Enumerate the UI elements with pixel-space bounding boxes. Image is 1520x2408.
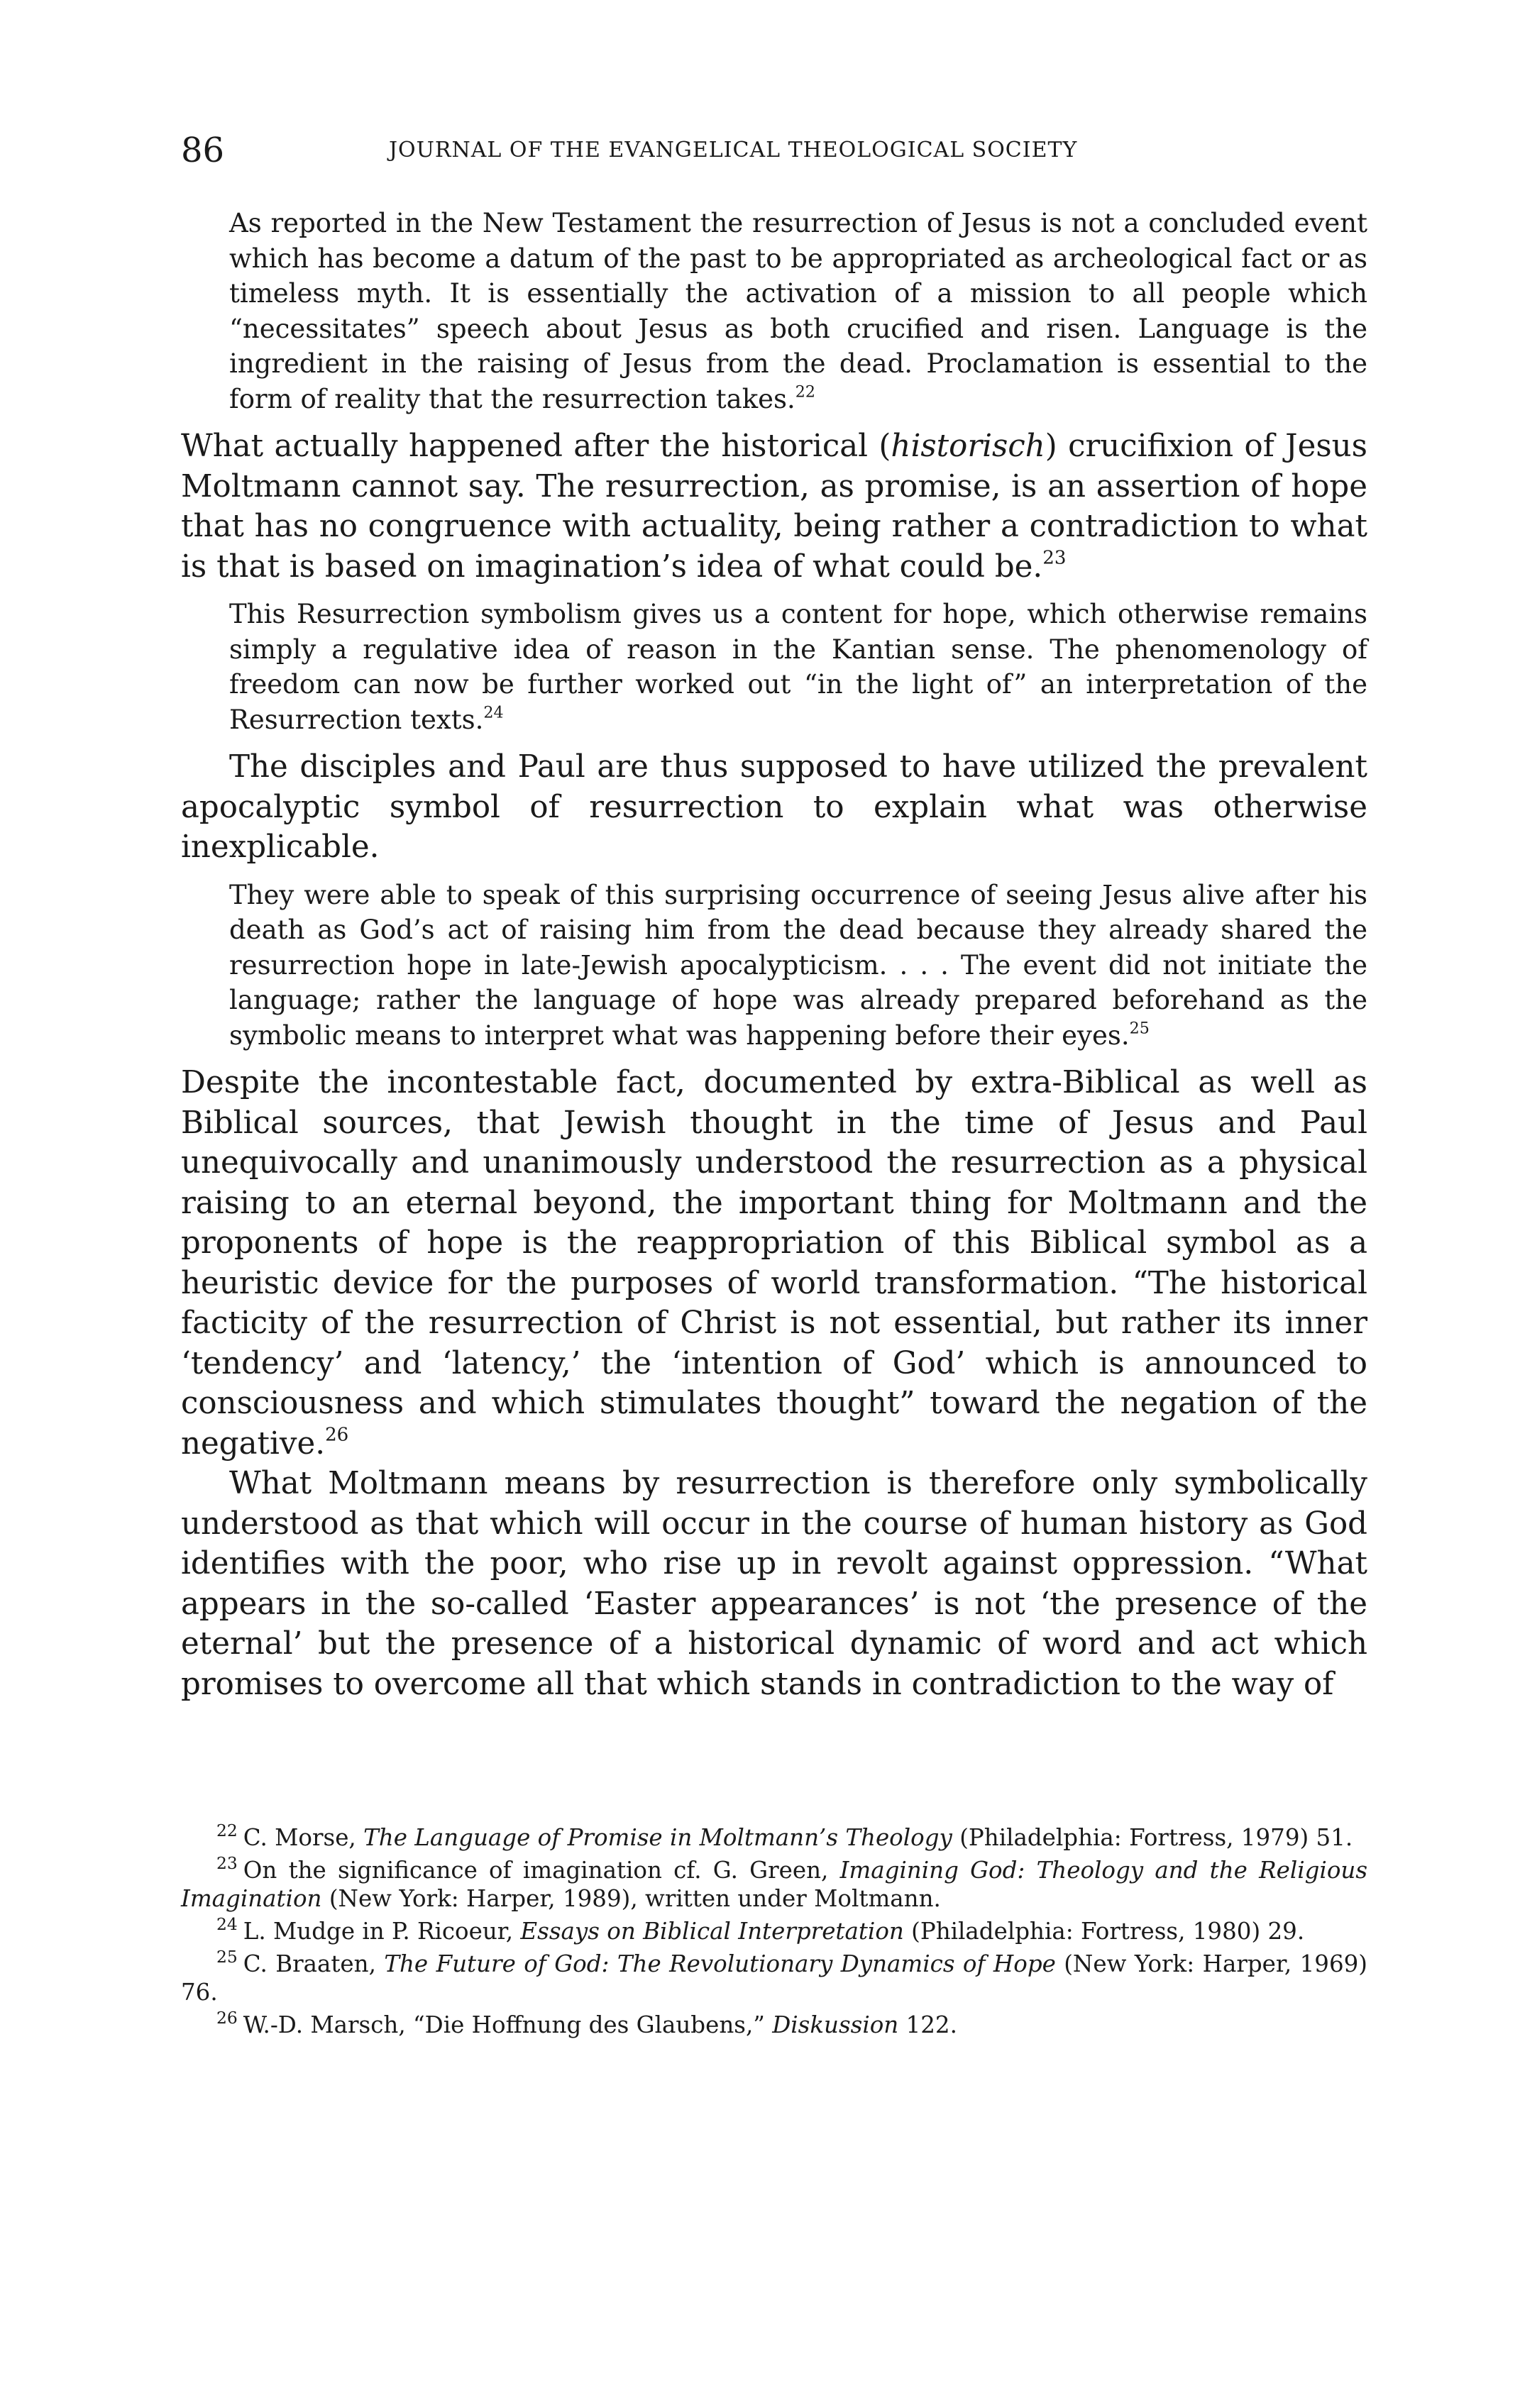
italic-term: historisch xyxy=(891,429,1045,464)
footnote-ref: 22 xyxy=(795,382,816,401)
page-number: 86 xyxy=(181,131,225,170)
paragraph-text: What Moltmann means by resurrection is therefore only symbolically understood as that which will occur in the course of human history as God identifies with the poor, who rise up in revolt against oppression. “What appears in the so-called ‘Easter appearances’ is not ‘the presence of the eternal’ but the presence of a historical dynamic of word and act which promises to overcome all that which stands in contradiction to the way of xyxy=(181,1466,1367,1702)
running-head: JOURNAL OF THE EVANGELICAL THEOLOGICAL SOCIETY xyxy=(389,138,1078,162)
footnote-number: 25 xyxy=(216,1947,238,1967)
footnote xyxy=(181,1947,1367,2006)
footnote-ref: 25 xyxy=(1129,1018,1150,1037)
body-paragraph xyxy=(181,1464,1367,1704)
article-body xyxy=(181,206,1367,1704)
body-paragraph xyxy=(181,1063,1367,1464)
paragraph-text: Despite the incontestable fact, documented by extra-Biblical as well as Biblical sources, that Jewish thought in the time of Jesus and Paul unequivocally and unanimously understood the resurrection as a physical raising to an eternal beyond, the important thing for Moltmann and the proponents of hope is the reappropriation of this Biblical symbol as a heuristic device for the purposes of world transformation. “The historical facticity of the resurrection of Christ is not essential, but rather its inner ‘tendency’ and ‘latency,’ the ‘intention of God’ which is announced to consciousness and which stimulates thought” toward the negation of the negative. xyxy=(181,1065,1367,1462)
quote-text: This Resurrection symbolism gives us a content for hope, which otherwise remains simply a regulative idea of reason in the Kantian sense. The phenomenology of freedom can now be further worked out “in the light of” an interpretation of the Resurrection texts. xyxy=(229,599,1367,735)
footnote xyxy=(181,1853,1367,1913)
footnote-text: W.-D. Marsch, “Die Hoffnung des Glaubens,” xyxy=(243,2011,773,2038)
block-quote xyxy=(229,206,1367,416)
quote-text: They were able to speak of this surprising occurrence of seeing Jesus alive after his death as God’s act of raising him from the dead because they already shared the resurrection hope in late-Jewish apocalypticism. . . . The event did not initiate the language; rather the language of hope was already prepared beforehand as the symbolic means to interpret what was happening before their eyes. xyxy=(229,879,1367,1051)
footnote-ref: 23 xyxy=(1042,547,1067,569)
footnote-ref: 26 xyxy=(325,1424,349,1446)
body-paragraph xyxy=(181,426,1367,587)
quote-text: As reported in the New Testament the resurrection of Jesus is not a concluded event which has become a datum of the past to be appropriated as archeological fact or as timeless myth. It is essentially the activation of a mission to all people which “necessitates” speech about Jesus as both crucified and risen. Language is the ingredient in the raising of Jesus from the dead. Proclamation is essential to the form of reality that the resurrection takes. xyxy=(229,208,1367,414)
block-quote xyxy=(229,597,1367,737)
footnote-text: C. Morse, xyxy=(243,1824,364,1851)
footnote-title: Essays on Biblical Interpretation xyxy=(520,1918,904,1945)
footnote-text: L. Mudge in P. Ricoeur, xyxy=(243,1918,521,1945)
footnote-text: C. Braaten, xyxy=(243,1950,385,1977)
footnote-ref: 24 xyxy=(483,702,504,722)
footnote-title: The Language of Promise in Moltmann’s Theology xyxy=(363,1824,952,1851)
footnote xyxy=(181,1823,1367,1852)
footnotes xyxy=(181,1823,1367,2043)
footnote xyxy=(181,2008,1367,2039)
footnote-text: 122. xyxy=(898,2011,957,2038)
block-quote xyxy=(229,878,1367,1054)
footnote-text: (Philadelphia: Fortress, 1979) 51. xyxy=(952,1824,1353,1851)
paragraph-text: ) crucifixion of Jesus Moltmann cannot say. The resurrection, as promise, is an assertion of hope that has no congruence with actuality, being rather a contradiction to what is that is based on imagination’s idea of what could be. xyxy=(181,429,1368,585)
footnote-text: On the significance of imagination cf. G. Green, xyxy=(243,1857,840,1884)
footnote-text: (Philadelphia: Fortress, 1980) 29. xyxy=(903,1918,1305,1945)
footnote-title: The Future of God: The Revolutionary Dynamics of Hope xyxy=(384,1950,1056,1977)
footnote-title: Imagining God: Theology and the Religious Imagination xyxy=(181,1857,1367,1912)
footnote-number: 23 xyxy=(216,1853,238,1874)
footnote xyxy=(181,1914,1367,1945)
footnote-number: 24 xyxy=(216,1914,238,1935)
paragraph-text: The disciples and Paul are thus supposed to have utilized the prevalent apocalyptic symbol of resurrection to explain what was otherwise inexplicable. xyxy=(181,749,1367,865)
footnote-number: 26 xyxy=(216,2008,238,2028)
paragraph-text: What actually happened after the historical ( xyxy=(181,429,891,464)
footnote-title: Diskussion xyxy=(772,2011,899,2038)
footnote-text: (New York: Harper, 1989), written under Moltmann. xyxy=(321,1885,941,1912)
footnote-number: 22 xyxy=(216,1821,238,1841)
body-paragraph xyxy=(181,747,1367,868)
footnote-text: (New York: Harper, 1969) 76. xyxy=(181,1950,1367,2006)
